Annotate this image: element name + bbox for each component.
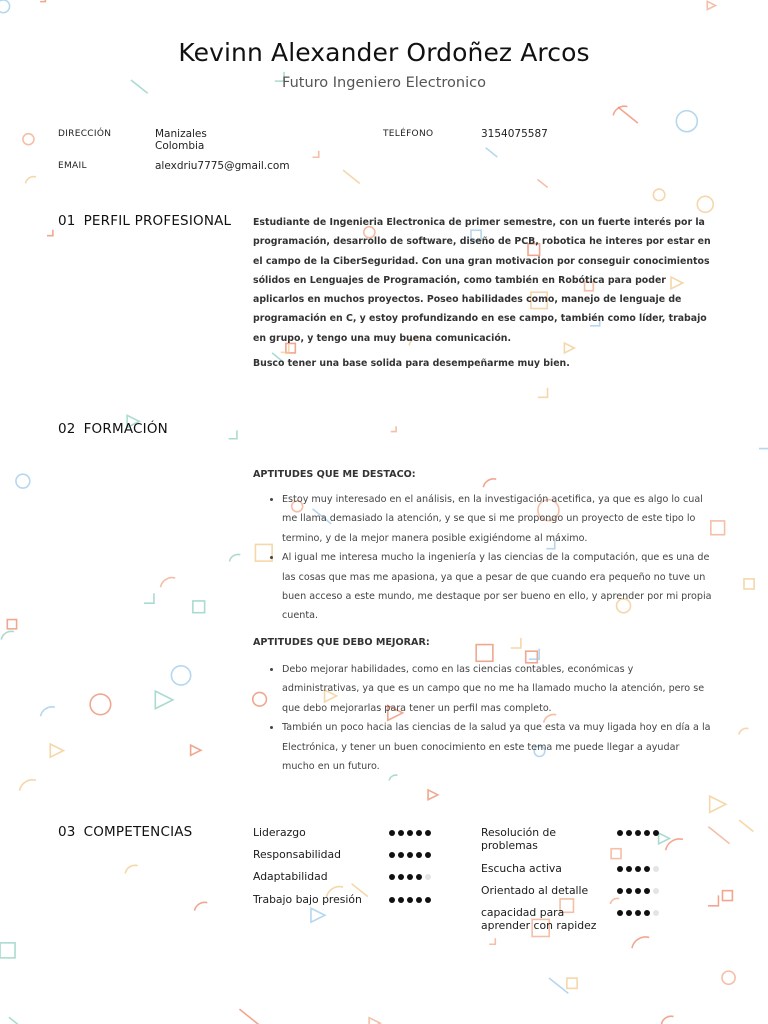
rating-dot-filled [389, 897, 395, 903]
section-number: 01 [58, 213, 76, 229]
rating-dot-filled [389, 852, 395, 858]
list-item: • Estoy muy interesado en el análisis, en la investigación acetifica, ya que es algo lo cual me llama demasiado la atención, y se que si me propongo un proyecto de este tipo lo termino, y de la mejor manera posible exigiéndome al máximo. [282, 490, 713, 548]
skill-rating [389, 852, 431, 858]
email-value[interactable]: alexdriu7775@gmail.com [155, 160, 290, 172]
skill-name: Adaptabilidad [253, 870, 328, 883]
rating-dot-filled [425, 852, 431, 858]
candidate-title: Futuro Ingeniero Electronico [282, 75, 486, 91]
rating-dot-filled [635, 830, 641, 836]
skill-rating [389, 874, 431, 880]
rating-dot-filled [389, 874, 395, 880]
rating-dot-filled [398, 897, 404, 903]
skill-name: Responsabilidad [253, 848, 342, 861]
rating-dot-filled [644, 866, 650, 872]
rating-dot-filled [389, 830, 395, 836]
rating-dot-filled [626, 866, 632, 872]
aptitudes-mejorar-heading: APTITUDES QUE DEBO MEJORAR: [253, 637, 430, 648]
skill-name: capacidad para aprender con rapidez [481, 906, 597, 932]
section-title-formacion [58, 421, 168, 437]
list-item: • Debo mejorar habilidades, como en las ciencias contables, económicas y administrativas, ya que es un campo que no me ha llamado mucho la atención, pero se que debo mejorarlas para tener un perfil mas completo. [282, 660, 713, 718]
aptitudes-mejorar-list [253, 660, 713, 776]
skill-name: Trabajo bajo presión [253, 893, 362, 906]
rating-dot-filled [626, 830, 632, 836]
rating-dot-filled [644, 888, 650, 894]
list-item: • Al igual me interesa mucho la ingeniería y las ciencias de la computación, que es una de las cosas que mas me apasiona, ya que a pesar de que cuando era pequeño no tuve un buen acceso a este mundo, me destaque por ser bueno en ello, y aprender por mi propia cuenta. [282, 548, 713, 626]
rating-dot-filled [416, 830, 422, 836]
email-label: EMAIL [58, 161, 87, 171]
profile-paragraph: Busco tener una base solida para desempeñarme muy bien. [253, 358, 570, 370]
list-item: • También un poco hacia las ciencias de la salud ya que esta va muy ligada hoy en día a la Electrónica, y tener un buen conocimiento en este tema me puede llegar a ayudar mucho en un futuro. [282, 718, 713, 776]
skill-rating [389, 897, 431, 903]
skill-name: Resolución de problemas [481, 826, 557, 852]
rating-dot-filled [617, 910, 623, 916]
section-label: FORMACIÓN [83, 421, 168, 437]
rating-dot-filled [416, 897, 422, 903]
rating-dot-filled [407, 852, 413, 858]
address-line2: Colombia [155, 140, 205, 152]
section-title-perfil [58, 213, 231, 229]
profile-summary [253, 213, 713, 379]
rating-dot-filled [635, 888, 641, 894]
skill-rating [617, 888, 659, 894]
address-label: DIRECCIÓN [58, 129, 112, 139]
rating-dot-empty [653, 910, 659, 916]
rating-dot-filled [407, 874, 413, 880]
address-line1: Manizales [155, 128, 207, 140]
rating-dot-filled [398, 830, 404, 836]
rating-dot-filled [425, 897, 431, 903]
skill-rating [617, 866, 659, 872]
skill-name: Escucha activa [481, 862, 562, 875]
phone-label: TELÉFONO [383, 129, 434, 139]
rating-dot-filled [644, 830, 650, 836]
rating-dot-empty [653, 866, 659, 872]
rating-dot-filled [653, 830, 659, 836]
rating-dot-filled [617, 830, 623, 836]
section-title-competencias [58, 824, 192, 840]
rating-dot-filled [407, 897, 413, 903]
skill-rating [617, 910, 659, 916]
rating-dot-filled [425, 830, 431, 836]
section-number: 03 [58, 824, 76, 840]
rating-dot-filled [635, 910, 641, 916]
skill-rating [389, 830, 431, 836]
rating-dot-filled [617, 888, 623, 894]
profile-paragraph: Estudiante de Ingenieria Electronica de primer semestre, con un fuerte interés por la programación, desarrollo de software, diseño de PCB, robotica he interes por estar en el campo de la CiberSeguridad. Con una gran motivacion por conseguir conocimientos sólidos en Lenguajes de Programación, como también en Robótica para poder aplicarlos en muchos proyectos. Poseo habilidades como, manejo de lenguaje de programación en C, y estoy profundizando en ese campo, también como líder, trabajo en grupo, y tengo una muy buena comunicación. [253, 217, 711, 344]
aptitudes-destaco-list [253, 490, 713, 626]
skill-rating [617, 830, 659, 836]
section-label: PERFIL PROFESIONAL [83, 213, 232, 229]
rating-dot-filled [407, 830, 413, 836]
candidate-name: Kevinn Alexander Ordoñez Arcos [178, 38, 590, 67]
rating-dot-filled [416, 852, 422, 858]
rating-dot-filled [617, 866, 623, 872]
skill-name: Orientado al detalle [481, 884, 589, 897]
phone-value: 3154075587 [481, 128, 548, 140]
rating-dot-empty [653, 888, 659, 894]
skill-name: Liderazgo [253, 826, 306, 839]
rating-dot-filled [644, 910, 650, 916]
section-number: 02 [58, 421, 76, 437]
rating-dot-filled [398, 852, 404, 858]
rating-dot-empty [425, 874, 431, 880]
rating-dot-filled [626, 888, 632, 894]
rating-dot-filled [635, 866, 641, 872]
rating-dot-filled [416, 874, 422, 880]
aptitudes-destaco-heading: APTITUDES QUE ME DESTACO: [253, 469, 416, 480]
section-label: COMPETENCIAS [83, 824, 193, 840]
rating-dot-filled [398, 874, 404, 880]
rating-dot-filled [626, 910, 632, 916]
